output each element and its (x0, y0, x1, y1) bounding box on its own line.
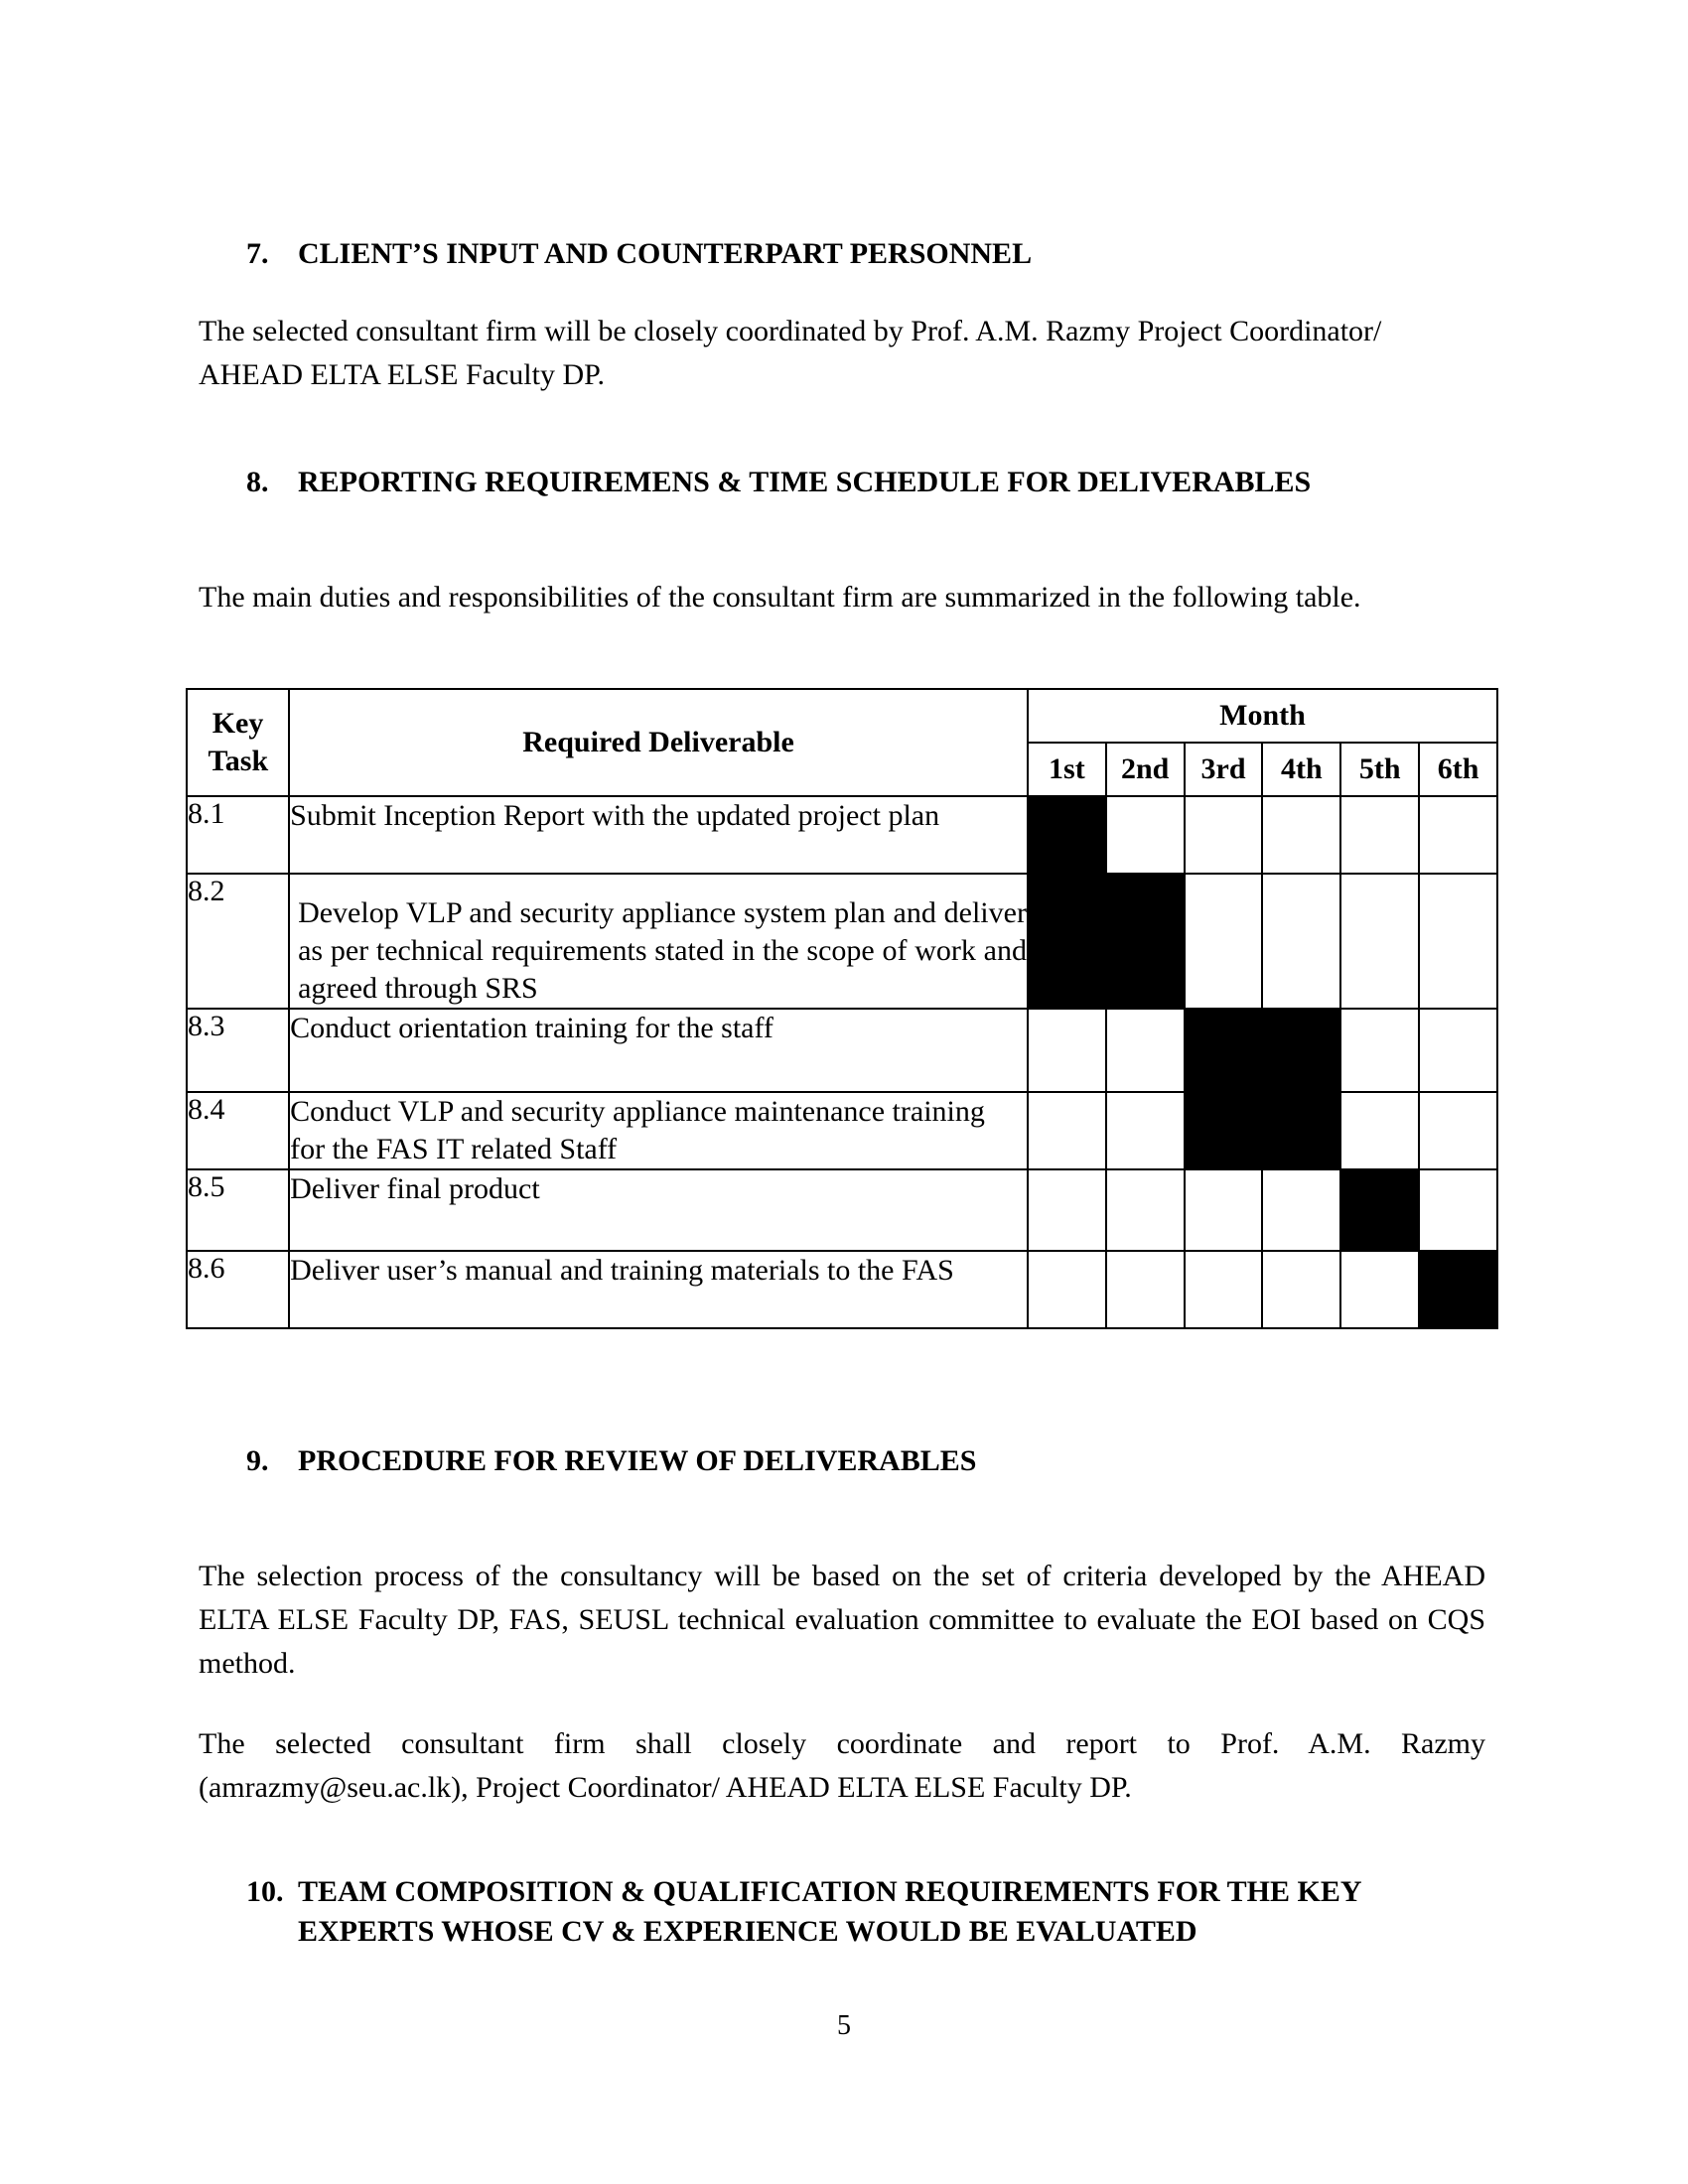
month-cell (1185, 1251, 1263, 1328)
month-cell (1106, 1251, 1185, 1328)
key-task-cell: 8.6 (187, 1251, 289, 1328)
section-10-number: 10. (246, 1875, 284, 1908)
month-cell (1028, 1009, 1106, 1092)
key-task-cell: 8.5 (187, 1169, 289, 1251)
month-cell (1185, 874, 1263, 1009)
month-cell (1419, 796, 1497, 874)
month-cell (1419, 1169, 1497, 1251)
month-cell (1028, 1092, 1106, 1169)
month-cell-active (1340, 1169, 1419, 1251)
month-cell (1185, 796, 1263, 874)
month-cell-active (1106, 874, 1185, 1009)
month-cell (1340, 874, 1419, 1009)
deliverable-cell: Deliver final product (289, 1169, 1028, 1251)
month-header: Month (1028, 689, 1497, 743)
section-8-number: 8. (246, 466, 269, 498)
table-row (187, 1169, 1497, 1251)
key-task-header (187, 689, 289, 796)
key-task-cell: 8.3 (187, 1009, 289, 1092)
section-9-paragraph-1: The selection process of the consultancy will be based on the set of criteria developed by the AHEAD ELTA ELSE Faculty DP, FAS, SEUSL technical evaluation committee to evaluate the EOI based on CQS method. (199, 1560, 1485, 1680)
key-task-cell: 8.1 (187, 796, 289, 874)
month-cell (1262, 1169, 1340, 1251)
table-row (187, 1251, 1497, 1328)
section-9-title: PROCEDURE FOR REVIEW OF DELIVERABLES (298, 1444, 977, 1477)
table-row (187, 1092, 1497, 1169)
month-cell (1262, 1251, 1340, 1328)
deliverables-schedule-table (186, 688, 1498, 1329)
month-cell (1106, 1009, 1185, 1092)
table-row (187, 796, 1497, 874)
section-8-heading (246, 463, 1311, 502)
month-cell-active (1028, 796, 1106, 874)
month-5th-header: 5th (1340, 743, 1419, 796)
section-8-paragraph: The main duties and responsibilities of the consultant firm are summarized in the following table. (199, 581, 1361, 614)
month-cell (1185, 1169, 1263, 1251)
month-cell-active (1028, 874, 1106, 1009)
month-cell (1340, 1009, 1419, 1092)
month-cell (1106, 1169, 1185, 1251)
month-cell-active (1419, 1251, 1497, 1328)
section-10-title: TEAM COMPOSITION & QUALIFICATION REQUIREMENTS FOR THE KEY EXPERTS WHOSE CV & EXPERIENCE WOULD BE EVALUATED (298, 1875, 1361, 1948)
section-7-paragraph: The selected consultant firm will be closely coordinated by Prof. A.M. Razmy Project Coordinator/ AHEAD ELTA ELSE Faculty DP. (199, 315, 1382, 391)
section-9-number: 9. (246, 1444, 269, 1477)
section-7-heading (246, 234, 1032, 274)
month-2nd-header: 2nd (1106, 743, 1185, 796)
month-6th-header: 6th (1419, 743, 1497, 796)
month-4th-header: 4th (1262, 743, 1340, 796)
section-8-title: REPORTING REQUIREMENS & TIME SCHEDULE FOR DELIVERABLES (298, 466, 1312, 498)
section-9-heading (246, 1441, 976, 1481)
month-cell-active (1185, 1009, 1263, 1092)
table-row (187, 874, 1497, 1009)
month-cell (1028, 1169, 1106, 1251)
key-task-cell: 8.4 (187, 1092, 289, 1169)
deliverable-header: Required Deliverable (289, 689, 1028, 796)
month-cell (1262, 796, 1340, 874)
month-cell (1262, 874, 1340, 1009)
month-cell (1419, 874, 1497, 1009)
section-7-number: 7. (246, 237, 269, 270)
month-cell-active (1262, 1009, 1340, 1092)
key-task-cell: 8.2 (187, 874, 289, 1009)
section-7-title: CLIENT’S INPUT AND COUNTERPART PERSONNEL (298, 237, 1033, 270)
deliverable-cell: Conduct VLP and security appliance maintenance training for the FAS IT related Staff (289, 1092, 1028, 1169)
page-number: 5 (837, 2010, 851, 2041)
month-3rd-header: 3rd (1185, 743, 1263, 796)
month-cell (1340, 1092, 1419, 1169)
deliverable-cell: Submit Inception Report with the updated project plan (289, 796, 1028, 874)
deliverable-cell: Develop VLP and security appliance system plan and deliver as per technical requirements stated in the scope of work and agreed through SRS (289, 874, 1028, 1009)
month-cell (1419, 1092, 1497, 1169)
month-cell (1106, 1092, 1185, 1169)
month-cell (1419, 1009, 1497, 1092)
key-task-header-text: Key Task (208, 707, 269, 777)
deliverable-cell: Conduct orientation training for the staff (289, 1009, 1028, 1092)
month-cell (1028, 1251, 1106, 1328)
month-1st-header: 1st (1028, 743, 1106, 796)
month-cell (1340, 1251, 1419, 1328)
month-cell-active (1185, 1092, 1263, 1169)
table-row (187, 1009, 1497, 1092)
month-cell-active (1262, 1092, 1340, 1169)
deliverable-cell: Deliver user’s manual and training materials to the FAS (289, 1251, 1028, 1328)
month-cell (1340, 796, 1419, 874)
section-9-paragraph-2: The selected consultant firm shall closely coordinate and report to Prof. A.M. Razmy (amrazmy@seu.ac.lk), Project Coordinator/ AHEAD ELTA ELSE Faculty DP. (199, 1727, 1485, 1804)
section-10-heading (246, 1872, 1485, 1952)
month-cell (1106, 796, 1185, 874)
